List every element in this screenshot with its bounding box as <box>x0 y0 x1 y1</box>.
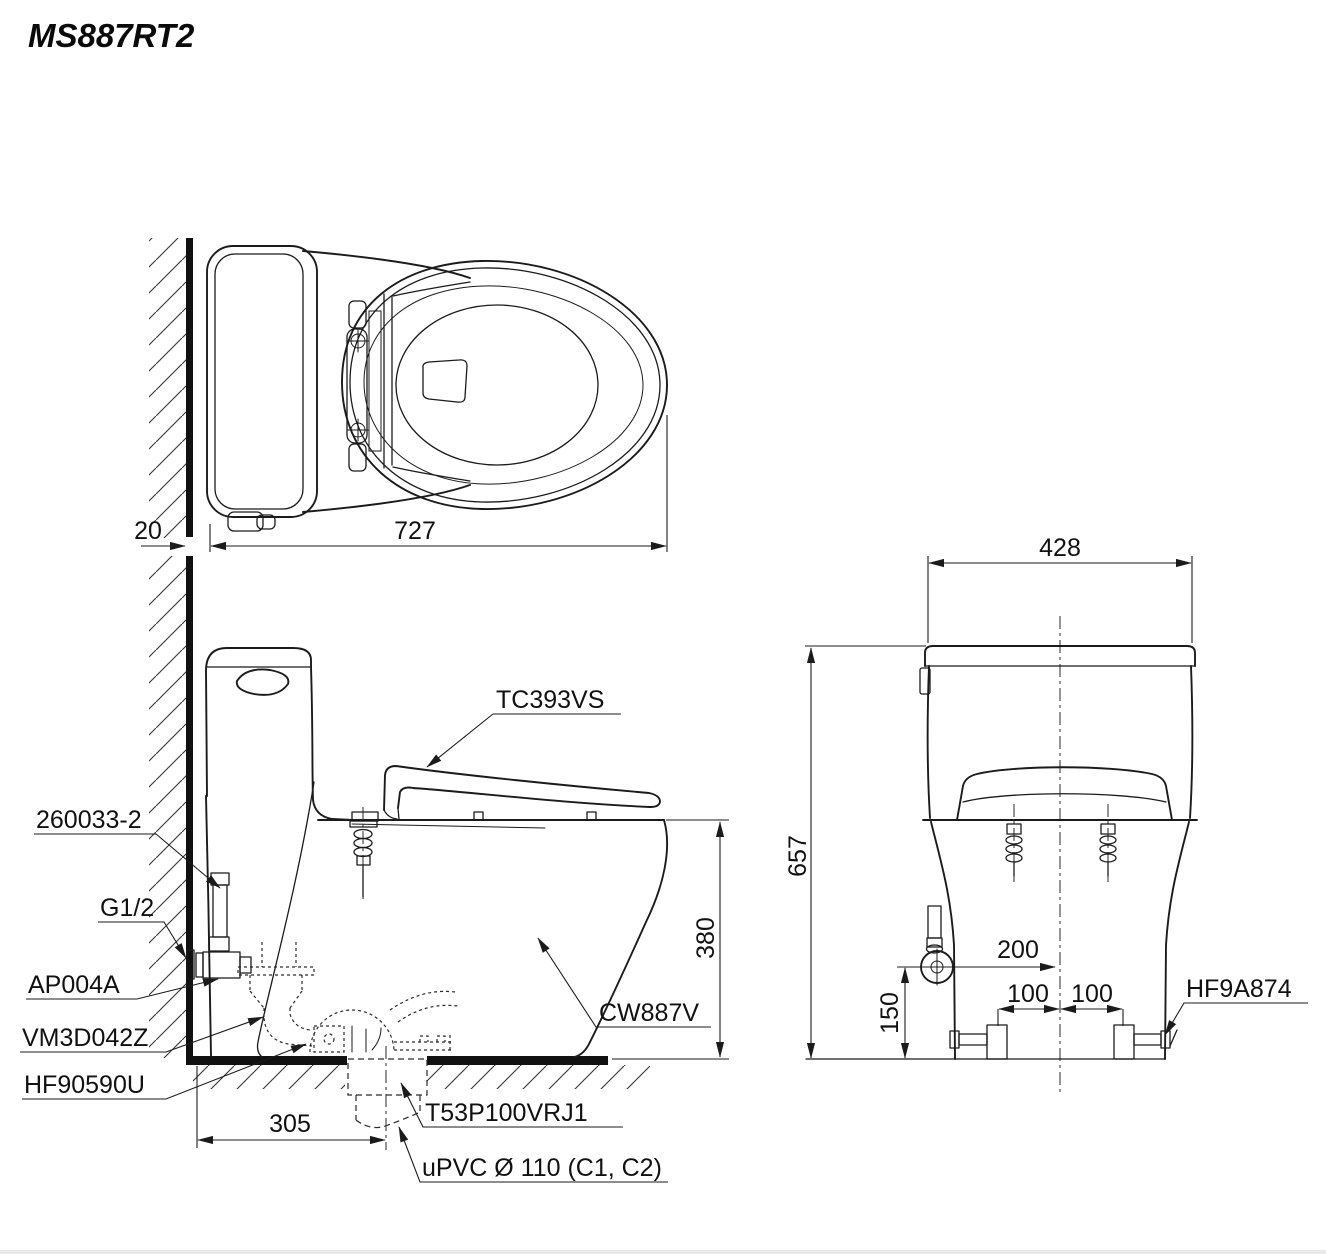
wall-section-side <box>186 556 193 1065</box>
trap-box <box>314 1026 344 1052</box>
body-taper-bottom <box>303 485 470 512</box>
seat-bolt-front-right <box>1100 804 1116 882</box>
hinge-screw-bottom-cross <box>347 419 369 441</box>
label-fixing-kit: HF9A874 <box>1186 975 1292 1003</box>
flush-well <box>423 360 467 402</box>
drain-pipe-lines <box>356 1095 420 1128</box>
inlet-elbow <box>264 1014 312 1046</box>
inlet-thread-rod <box>928 906 941 938</box>
fixing-cap <box>987 1025 1007 1059</box>
trap-detail-icon <box>324 1034 334 1044</box>
dim-text-inlet-height: 150 <box>876 992 904 1034</box>
seat-lid-profile <box>384 766 660 810</box>
label-inlet-fitting: VM3D042Z <box>22 1024 149 1052</box>
wall-hatching-top <box>149 238 186 538</box>
dim-text-rough-in: 305 <box>269 1110 311 1138</box>
rim-inner-line <box>352 824 545 828</box>
inlet-flange <box>238 967 314 975</box>
hinge-cap-bottom <box>349 444 366 471</box>
dim-text-overall-depth: 727 <box>394 517 436 545</box>
front-view <box>784 534 1308 1095</box>
tank-knob <box>228 512 263 531</box>
dim-ext-727 <box>210 415 667 552</box>
tank-lid-inner <box>215 254 303 509</box>
drain-socket-box <box>348 1059 427 1095</box>
flush-sensor-mark <box>237 669 289 694</box>
dim-text-wall-thickness: 20 <box>134 517 162 545</box>
dim-ext-428 <box>928 556 1192 643</box>
page-title: MS887RT2 <box>28 17 195 54</box>
front-view-dimensions <box>784 534 1308 1058</box>
floor-fixing-left <box>950 1025 1007 1059</box>
seat-bolt-side <box>350 807 377 903</box>
screw-shaft <box>959 1034 987 1045</box>
dim-text-tank-width: 428 <box>1039 534 1081 562</box>
tank-right-side <box>1190 666 1192 818</box>
screw-shaft <box>1134 1034 1161 1045</box>
side-view-callouts <box>20 686 711 1182</box>
seat-side-profile <box>352 766 660 821</box>
supply-assembly-side <box>187 873 251 979</box>
rim-feed-arcs <box>390 991 458 1022</box>
pedestal-waist-contour <box>258 782 315 1057</box>
seat-opening <box>396 305 598 465</box>
seat-bolt-front-left <box>1006 804 1022 882</box>
inlet-stem <box>250 975 302 1018</box>
seat-bumper-1 <box>474 812 483 820</box>
label-inlet-thread: G1/2 <box>100 894 155 922</box>
seat-edge-top <box>393 282 470 296</box>
supply-assembly-front <box>921 906 953 985</box>
floor-section-right <box>427 1056 608 1065</box>
side-view <box>20 556 729 1182</box>
seat-hinge-hardware <box>347 294 392 471</box>
label-seat-unit: TC393VS <box>496 686 605 714</box>
body-back-edge <box>206 796 211 1056</box>
label-supply-hose: 260033-2 <box>36 806 142 834</box>
toilet-top-outline <box>207 246 667 531</box>
valve-outlet-cap <box>240 957 251 973</box>
bowl-outer-rim <box>342 261 667 509</box>
outlet-duct <box>394 1035 452 1052</box>
dim-text-rim-height: 380 <box>692 917 720 959</box>
toilet-front-outline <box>806 646 1197 1059</box>
label-drain-pipe: uPVC Ø 110 (C1, C2) <box>422 1154 662 1182</box>
wall-section-top <box>186 238 193 537</box>
wall-hatching-side <box>149 556 186 1058</box>
top-view <box>134 238 667 552</box>
seat-ring-contour <box>364 286 643 484</box>
fixing-cap <box>1114 1025 1134 1059</box>
leader-fixing-kit <box>1165 1003 1308 1035</box>
tank-lid-top <box>207 246 317 517</box>
floor-hatching-right <box>427 1065 650 1089</box>
braided-hose <box>213 885 227 937</box>
leader-seat-unit <box>427 714 621 767</box>
pedestal-right <box>1165 822 1189 1059</box>
dim-text-bolt-left: 100 <box>1007 980 1049 1008</box>
label-bowl: CW887V <box>599 999 700 1027</box>
tank-front-face <box>311 667 352 820</box>
label-drain-joint: T53P100VRJ1 <box>425 1099 588 1127</box>
sheet-bottom-edge <box>0 1250 1326 1254</box>
wall-escutcheon-2 <box>196 953 203 977</box>
dim-text-inlet-offset: 200 <box>997 936 1039 964</box>
seat-front-seam <box>963 794 1166 802</box>
label-outlet-seal: HF90590U <box>24 1071 145 1099</box>
seat-rear-foot <box>384 808 399 819</box>
top-view-dimensions <box>134 415 667 552</box>
seat-bumper-2 <box>587 812 596 820</box>
dim-text-bolt-right: 100 <box>1071 980 1113 1008</box>
hinge-cap-top <box>349 301 366 328</box>
pedestal-left <box>931 822 955 1059</box>
trap-arc <box>372 1028 381 1050</box>
screw-tip <box>1170 1030 1177 1046</box>
label-stop-valve: AP004A <box>28 971 120 999</box>
dim-text-overall-height: 657 <box>784 835 812 877</box>
floor-hatching-left <box>193 1065 345 1089</box>
floor-section-left <box>187 1056 347 1065</box>
hose-bottom-nut <box>209 937 229 951</box>
